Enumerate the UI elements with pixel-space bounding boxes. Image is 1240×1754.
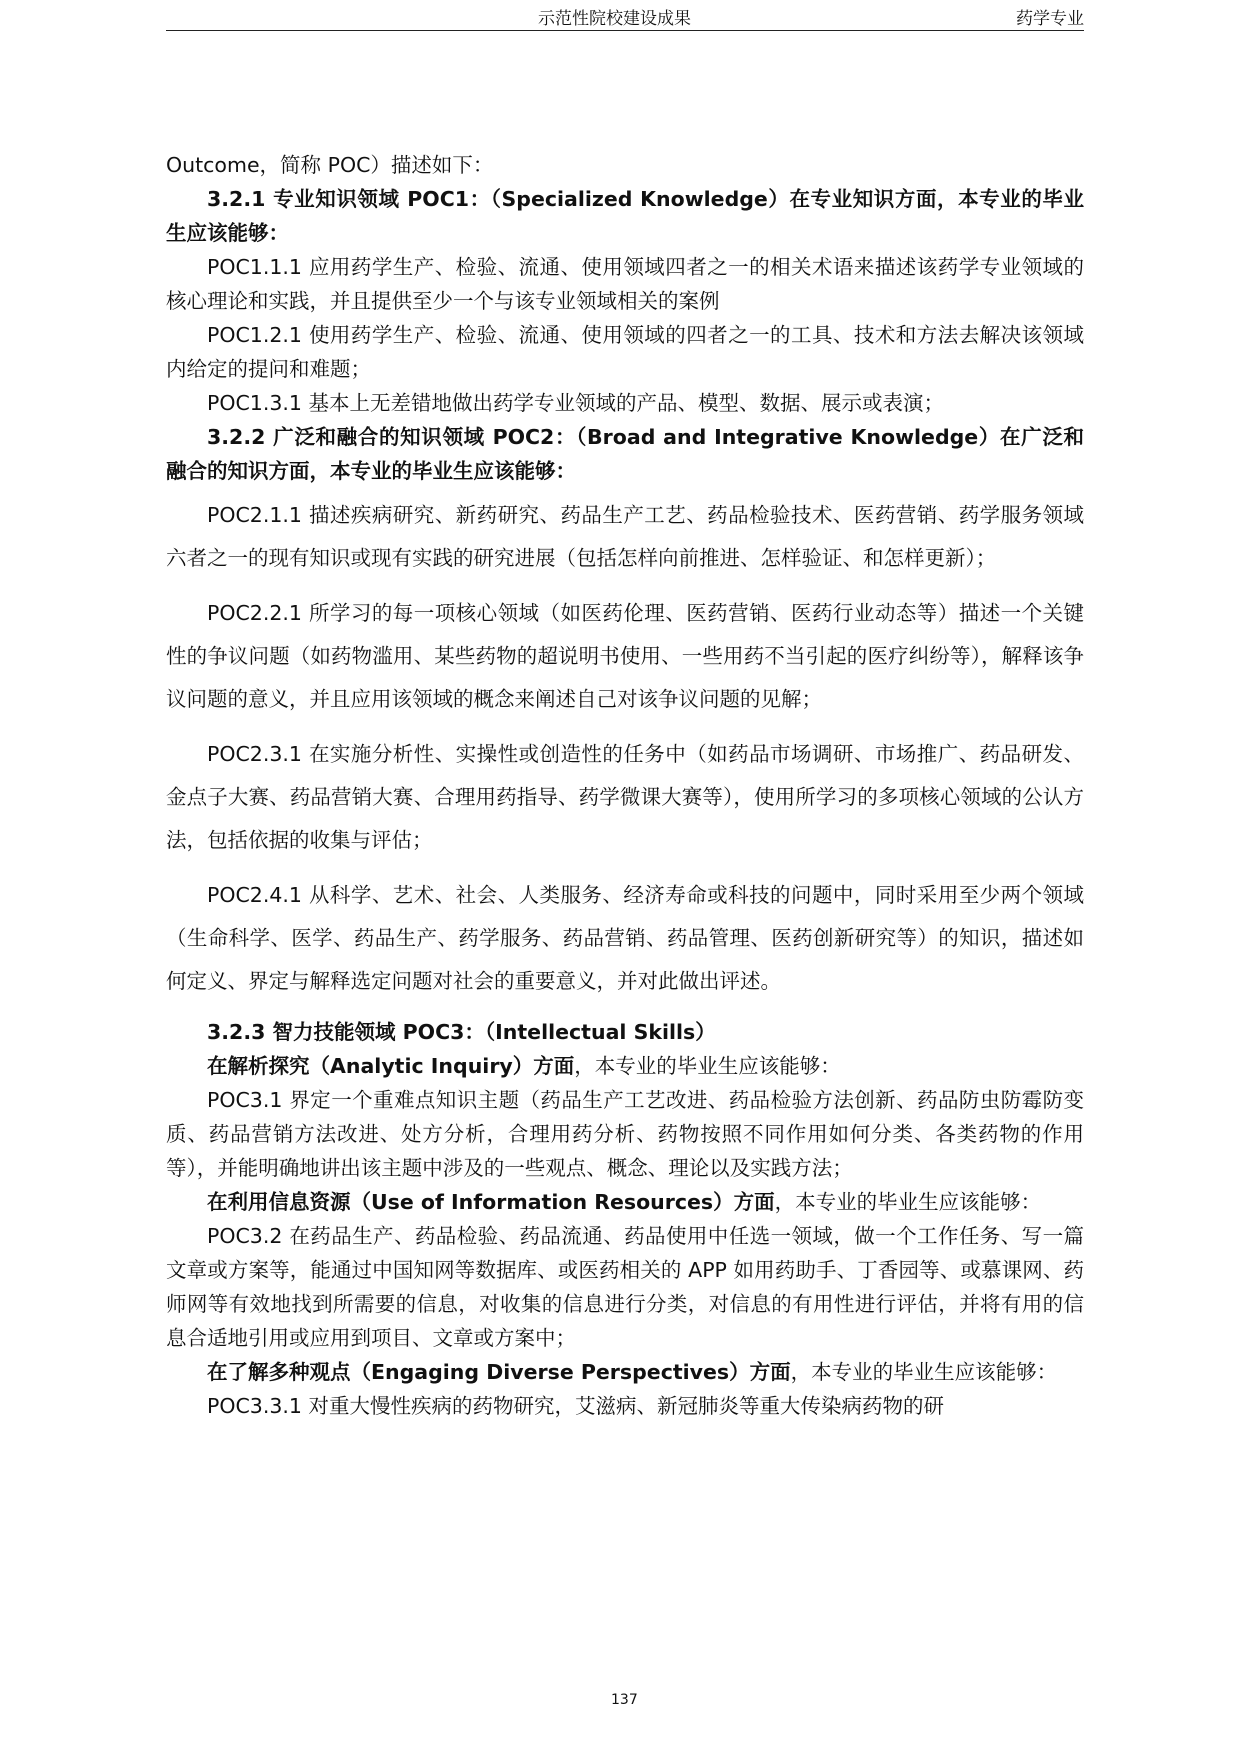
header-department: 药学专业 <box>1016 9 1084 29</box>
poc-2-2-1: POC2.2.1 所学习的每一项核心领域（如医药伦理、医药营销、医药行业动态等）描述一个关键性的争议问题（如药物滥用、某些药物的超说明书使用、一些用药不当引起的医疗纠纷等），解释该争议问题的意义，并且应用该领域的概念来阐述自己对该争议问题的见解； <box>166 601 1084 711</box>
poc-2-3-1: POC2.3.1 在实施分析性、实操性或创造性的任务中（如药品市场调研、市场推广、药品研发、金点子大赛、药品营销大赛、合理用药指导、药学微课大赛等），使用所学习的多项核心领域的公认方法，包括依据的收集与评估； <box>166 742 1084 852</box>
page-header <box>166 0 1084 31</box>
poc-2-4-1: POC2.4.1 从科学、艺术、社会、人类服务、经济寿命或科技的问题中，同时采用至少两个领域（生命科学、医学、药品生产、药学服务、药品营销、药品管理、医药创新研究等）的知识，描述如何定义、界定与解释选定问题对社会的重要意义，并对此做出评述。 <box>166 883 1084 993</box>
section-heading-3-2-2: 3.2.2 广泛和融合的知识领域 POC2：（Broad and Integrative Knowledge）在广泛和融合的知识方面，本专业的毕业生应该能够： <box>166 425 1084 483</box>
section-heading-3-2-1: 3.2.1 专业知识领域 POC1：（Specialized Knowledge）在专业知识方面，本专业的毕业生应该能够： <box>166 187 1084 245</box>
poc-1-1-1: POC1.1.1 应用药学生产、检验、流通、使用领域四者之一的相关术语来描述该药学专业领域的核心理论和实践，并且提供至少一个与该专业领域相关的案例 <box>166 255 1084 313</box>
information-resources-label: 在利用信息资源（Use of Information Resources）方面 <box>207 1190 775 1214</box>
section-heading-3-2-3: 3.2.3 智力技能领域 POC3：（Intellectual Skills） <box>207 1020 716 1044</box>
page-number: 137 <box>611 1692 638 1708</box>
diverse-perspectives-text: ，本专业的毕业生应该能够： <box>790 1360 1058 1384</box>
intro-line: Outcome，简称 POC）描述如下： <box>166 153 494 177</box>
diverse-perspectives-label: 在了解多种观点（Engaging Diverse Perspectives）方面 <box>207 1360 791 1384</box>
poc-1-3-1: POC1.3.1 基本上无差错地做出药学专业领域的产品、模型、数据、展示或表演； <box>207 391 944 415</box>
header-title: 示范性院校建设成果 <box>538 9 691 29</box>
analytic-inquiry-label: 在解析探究（Analytic Inquiry）方面 <box>207 1054 575 1078</box>
page-body <box>166 148 1084 1423</box>
poc-2-1-1: POC2.1.1 描述疾病研究、新药研究、药品生产工艺、药品检验技术、医药营销、药学服务领域六者之一的现有知识或现有实践的研究进展（包括怎样向前推进、怎样验证、和怎样更新）； <box>166 503 1084 570</box>
subheading-analytic-inquiry <box>166 1049 1084 1083</box>
subheading-information-resources <box>166 1185 1084 1219</box>
subheading-diverse-perspectives <box>166 1355 1084 1389</box>
analytic-inquiry-text: ，本专业的毕业生应该能够： <box>574 1054 841 1078</box>
information-resources-text: ，本专业的毕业生应该能够： <box>774 1190 1042 1214</box>
poc-3-3-1: POC3.3.1 对重大慢性疾病的药物研究，艾滋病、新冠肺炎等重大传染病药物的研 <box>207 1394 944 1418</box>
poc-3-1: POC3.1 界定一个重难点知识主题（药品生产工艺改进、药品检验方法创新、药品防虫防霉防变质、药品营销方法改进、处方分析，合理用药分析、药物按照不同作用如何分类、各类药物的作用等），并能明确地讲出该主题中涉及的一些观点、概念、理论以及实践方法； <box>166 1088 1084 1180</box>
poc-1-2-1: POC1.2.1 使用药学生产、检验、流通、使用领域的四者之一的工具、技术和方法去解决该领域内给定的提问和难题； <box>166 323 1084 381</box>
poc-3-2: POC3.2 在药品生产、药品检验、药品流通、药品使用中任选一领域，做一个工作任务、写一篇文章或方案等，能通过中国知网等数据库、或医药相关的 APP 如用药助手、丁香园等、或慕课网、药师网等有效地找到所需要的信息，对收集的信息进行分类，对信息的有用性进行评估，并将有用的信息合适地引用或应用到项目、文章或方案中； <box>166 1224 1084 1350</box>
